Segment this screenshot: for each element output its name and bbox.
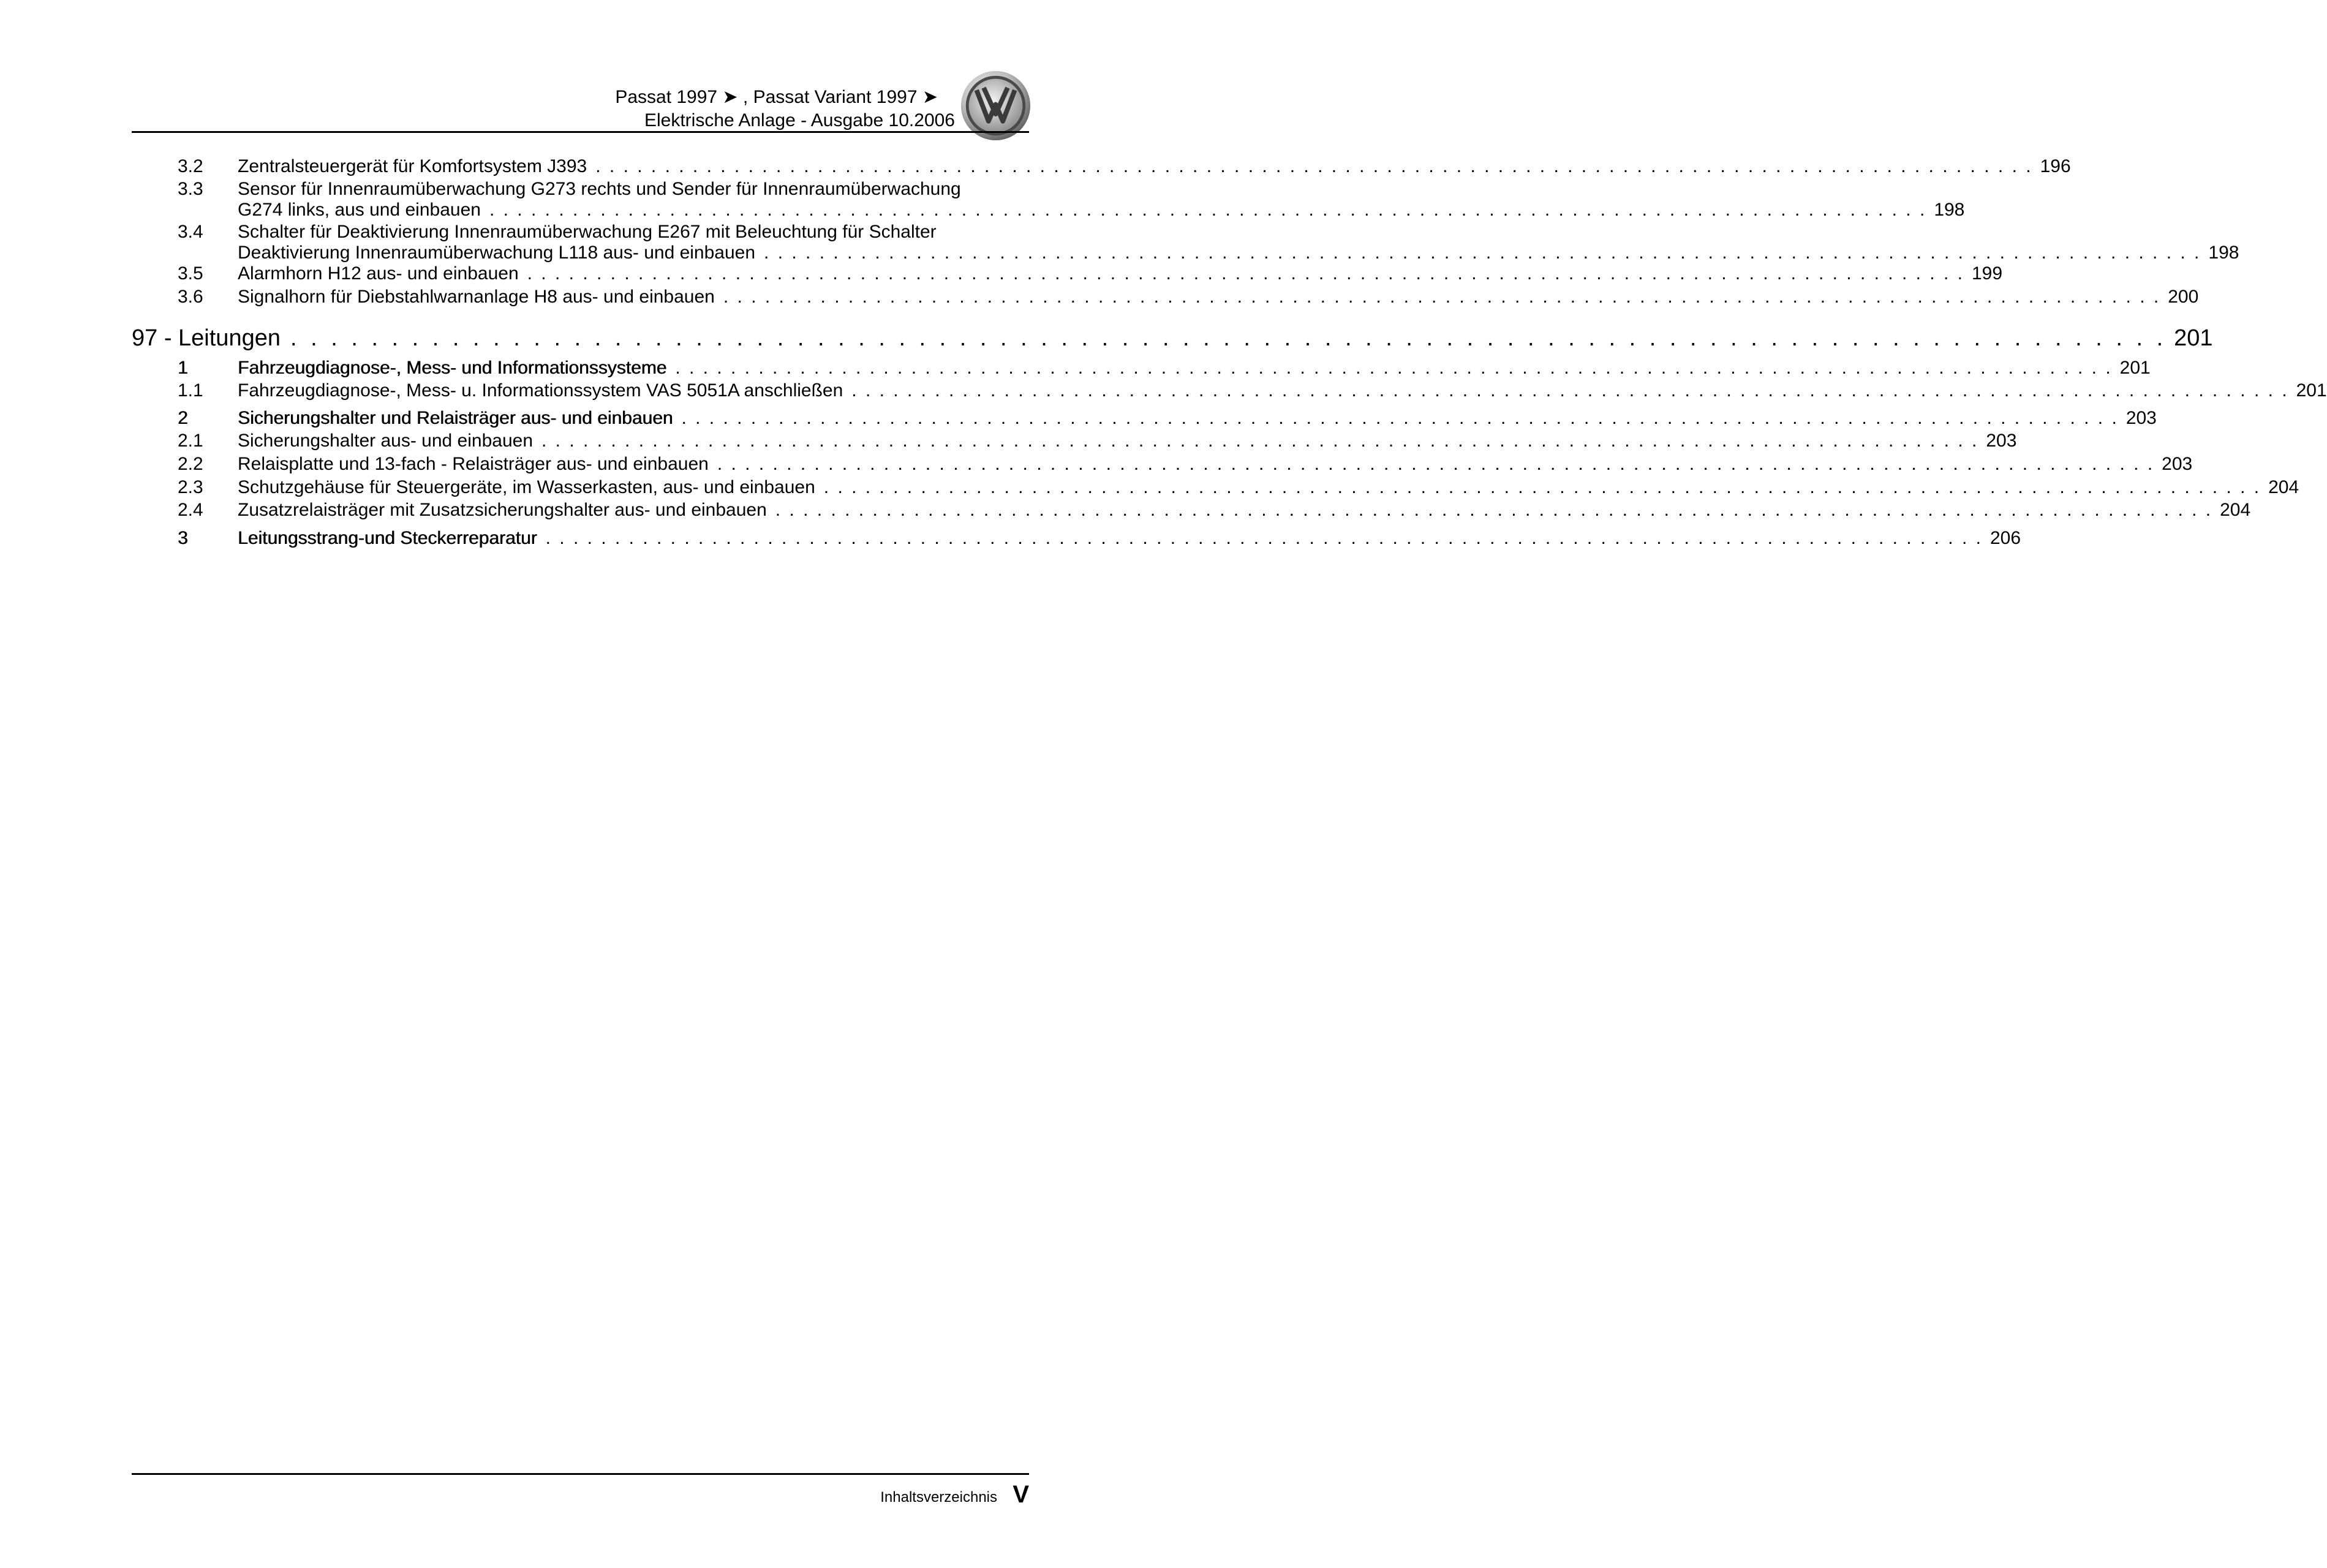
- toc-entry-title-line1: Schalter für Deaktivierung Innenraumüberwachung E267 mit Beleuchtung für Schalter: [238, 222, 937, 242]
- leader-dots: . . . . . . . . . . . . . . . . . . . . . . . . . . . . . . . . . . . . . . . . . . . . . . . . . . . . . . . . . . . . . . . . . . . . . . . . . . . . . . . . . . . . . . . . . . . . . . . . . . . . . . . .: [851, 380, 2289, 401]
- toc-chapter-title: 97 - Leitungen: [132, 325, 281, 351]
- leader-dots: . . . . . . . . . . . . . . . . . . . . . . . . . . . . . . . . . . . . . . . . . . . . . . . . . . . . . . . . . . . . . . . . . . . . . . . . . . . . . . . . . . . . . . . . . . . . . . . . . . . . . . . .: [595, 156, 2033, 176]
- toc-entry-page: 201: [2119, 358, 2151, 378]
- leader-dots: . . . . . . . . . . . . . . . . . . . . . . . . . . . . . . . . . . . . . . . . . . . . . . . . . . . . . . . . . . . . . . . . . . . . . . . . . . . . . . . . . . . . . . . . . . . . . . . . . . . . . . . .: [681, 408, 2119, 428]
- toc-entry-number: 2.4: [178, 500, 203, 520]
- toc-entry-page: 200: [2168, 287, 2199, 307]
- toc-chapter-97[interactable]: [132, 325, 2213, 352]
- toc-entry-page: 203: [1986, 431, 2017, 451]
- toc-entry-page: 203: [2125, 408, 2157, 428]
- toc-entry-title: Sicherungshalter und Relaisträger aus- und einbauen: [238, 408, 673, 428]
- toc-entry-2-4[interactable]: [178, 500, 2251, 521]
- toc-entry-title: Relaisplatte und 13-fach - Relaisträger aus- und einbauen: [238, 454, 709, 474]
- leader-dots: . . . . . . . . . . . . . . . . . . . . . . . . . . . . . . . . . . . . . . . . . . . . . . . . . . . . . . . . . . . . . . . . . . . . . . . . . . . . . . . . . . . . . . . . . . . . . . . . . . . . . . . .: [717, 454, 2155, 474]
- toc-entry-number: 3.4: [178, 222, 203, 242]
- toc-entry-title-line2: Deaktivierung Innenraumüberwachung L118 aus- und einbauen: [238, 243, 756, 263]
- toc-entry-number: 2.2: [178, 454, 203, 474]
- leader-dots: . . . . . . . . . . . . . . . . . . . . . . . . . . . . . . . . . . . . . . . . . . . . . . . . . . . . . . . . . . . . . . . . . . . . . . . . . . . . . . . . . . . . . . . . . . . . . . . . . . . . . . . .: [723, 287, 2161, 307]
- leader-dots: . . . . . . . . . . . . . . . . . . . . . . . . . . . . . . . . . . . . . . . . . . . . . . . . . . . . . . . . . . . . . . . . . . . . . . . . . . . . . . . . . . . . . . . . . . . . . . . . . . . . . . . .: [527, 263, 1964, 284]
- toc-entry-3-5[interactable]: [178, 263, 2003, 284]
- toc-entry-title: Schutzgehäuse für Steuergeräte, im Wasserkasten, aus- und einbauen: [238, 477, 815, 497]
- toc-entry-3-4[interactable]: [178, 222, 2239, 263]
- toc-entry-page: 198: [2208, 243, 2239, 263]
- toc-entry-number: 2.1: [178, 431, 203, 451]
- toc-entry-title: Alarmhorn H12 aus- und einbauen: [238, 263, 519, 284]
- footer-rule: [132, 1473, 1029, 1475]
- toc-entry-number: 2.3: [178, 477, 203, 497]
- leader-dots: . . . . . . . . . . . . . . . . . . . . . . . . . . . . . . . . . . . . . . . . . . . . . . . . . . . . . . . . . . . . . . . . . . . . . . . . . . . . . . . . . . . . . . . . . . . . . . . . . . . . . . . .: [823, 477, 2261, 497]
- toc-entry-page: 206: [1989, 528, 2021, 548]
- toc-entry-title: Zusatzrelaisträger mit Zusatzsicherungshalter aus- und einbauen: [238, 500, 767, 520]
- toc-entry-3-3[interactable]: [178, 179, 1965, 221]
- toc-entry-3-6[interactable]: [178, 287, 2199, 307]
- toc-chapter-page: 201: [2174, 325, 2213, 351]
- toc-entry-page: 196: [2040, 156, 2071, 176]
- toc-entry-2-3[interactable]: [178, 477, 2299, 498]
- footer-section-label: Inhaltsverzeichnis: [880, 1489, 997, 1506]
- leader-dots: . . . . . . . . . . . . . . . . . . . . . . . . . . . . . . . . . . . . . . . . . . . . . . . . . . . . . . . . . . . . . . . . . . . . . . . . . . . . . . . . . . . . . . . . . . . . . . . . . . . . . . . .: [764, 243, 2201, 263]
- toc-entry-3-2[interactable]: [178, 156, 2071, 177]
- toc-entry-1[interactable]: [178, 358, 2151, 379]
- leader-dots: . . . . . . . . . . . . . . . . . . . . . . . . . . . . . . . . . . . . . . . . . . . . . . . . . . . . . . . . . . . . . . . . . . . . . . . . . . . . . . . . . . . . . . . . . . . . . . . . . . . . . . . .: [541, 431, 1979, 451]
- leader-dots: . . . . . . . . . . . . . . . . . . . . . . . . . . . . . . . . . . . . . . . . . . . . . . . . . . . . . . . . . . . . . . . . . . . . . . . . . . . . . . . . . . . . . . . . . . . . . . . . . . . . . . . .: [489, 200, 1927, 220]
- toc-entry-title: Fahrzeugdiagnose-, Mess- u. Informationssystem VAS 5051A anschließen: [238, 380, 843, 401]
- toc-entry-title: Leitungsstrang-und Steckerreparatur: [238, 528, 537, 548]
- leader-dots: . . . . . . . . . . . . . . . . . . . . . . . . . . . . . . . . . . . . . . . . . . . . . . . . . . . . . . . . . . . . . . . . . . . . . . . . . . . . . . . . . . . . . . . . . . . . . . . . . . . . . . . .: [675, 358, 2113, 378]
- leader-dots: . . . . . . . . . . . . . . . . . . . . . . . . . . . . . . . . . . . . . . . . . . . . . . . . . . . . . . . . . . . . . . . . . . . . . . . . . . . . . . . . . . . . . . . . . . . . . . . . . . . . . . . .: [775, 500, 2213, 520]
- toc-entry-page: 199: [1971, 263, 2003, 284]
- toc-entry-number: 3.3: [178, 179, 203, 199]
- header-title: Passat 1997 ➤ , Passat Variant 1997 ➤: [615, 87, 938, 107]
- toc-entry-title-line1: Sensor für Innenraumüberwachung G273 rechts und Sender für Innenraumüberwachung: [238, 179, 961, 199]
- toc-entry-number: 3.2: [178, 156, 203, 176]
- toc-entry-2-2[interactable]: [178, 454, 2193, 475]
- toc-entry-2[interactable]: [178, 408, 2157, 429]
- toc-entry-page: 204: [2220, 500, 2251, 520]
- toc-entry-number: 2: [178, 408, 188, 428]
- toc-entry-title: Signalhorn für Diebstahlwarnanlage H8 aus- und einbauen: [238, 287, 715, 307]
- toc-entry-page: 204: [2268, 477, 2299, 497]
- toc-entry-number: 1: [178, 358, 188, 378]
- toc-entry-number: 3: [178, 528, 188, 548]
- toc-entry-number: 1.1: [178, 380, 203, 401]
- toc-entry-3[interactable]: [178, 528, 2021, 549]
- toc-entry-title: Zentralsteuergerät für Komfortsystem J393: [238, 156, 587, 176]
- toc-entry-title: Sicherungshalter aus- und einbauen: [238, 431, 534, 451]
- toc-entry-page: 198: [1934, 200, 1965, 220]
- toc-entry-title: Fahrzeugdiagnose-, Mess- und Informationssysteme: [238, 358, 667, 378]
- toc-entry-page: 201: [2296, 380, 2327, 401]
- header-subtitle: Elektrische Anlage - Ausgabe 10.2006: [644, 110, 955, 130]
- leader-dots: . . . . . . . . . . . . . . . . . . . . . . . . . . . . . . . . . . . . . . . . . . . . . . . . . . . . . . . . . . . . . . . . . . . . . . . . . . . . . . . . . . . . . . . . . . . . .: [290, 325, 2167, 351]
- toc-entry-1-1[interactable]: [178, 380, 2327, 401]
- toc-entry-number: 3.6: [178, 287, 203, 307]
- leader-dots: . . . . . . . . . . . . . . . . . . . . . . . . . . . . . . . . . . . . . . . . . . . . . . . . . . . . . . . . . . . . . . . . . . . . . . . . . . . . . . . . . . . . . . . . . . . . . . . . . . . . . . . .: [545, 528, 1983, 548]
- toc-entry-title-line2: G274 links, aus und einbauen: [238, 200, 481, 220]
- footer-page-number: V: [1013, 1481, 1029, 1508]
- toc-entry-number: 3.5: [178, 263, 203, 284]
- toc-entry-page: 203: [2162, 454, 2193, 474]
- toc-entry-2-1[interactable]: [178, 431, 2017, 451]
